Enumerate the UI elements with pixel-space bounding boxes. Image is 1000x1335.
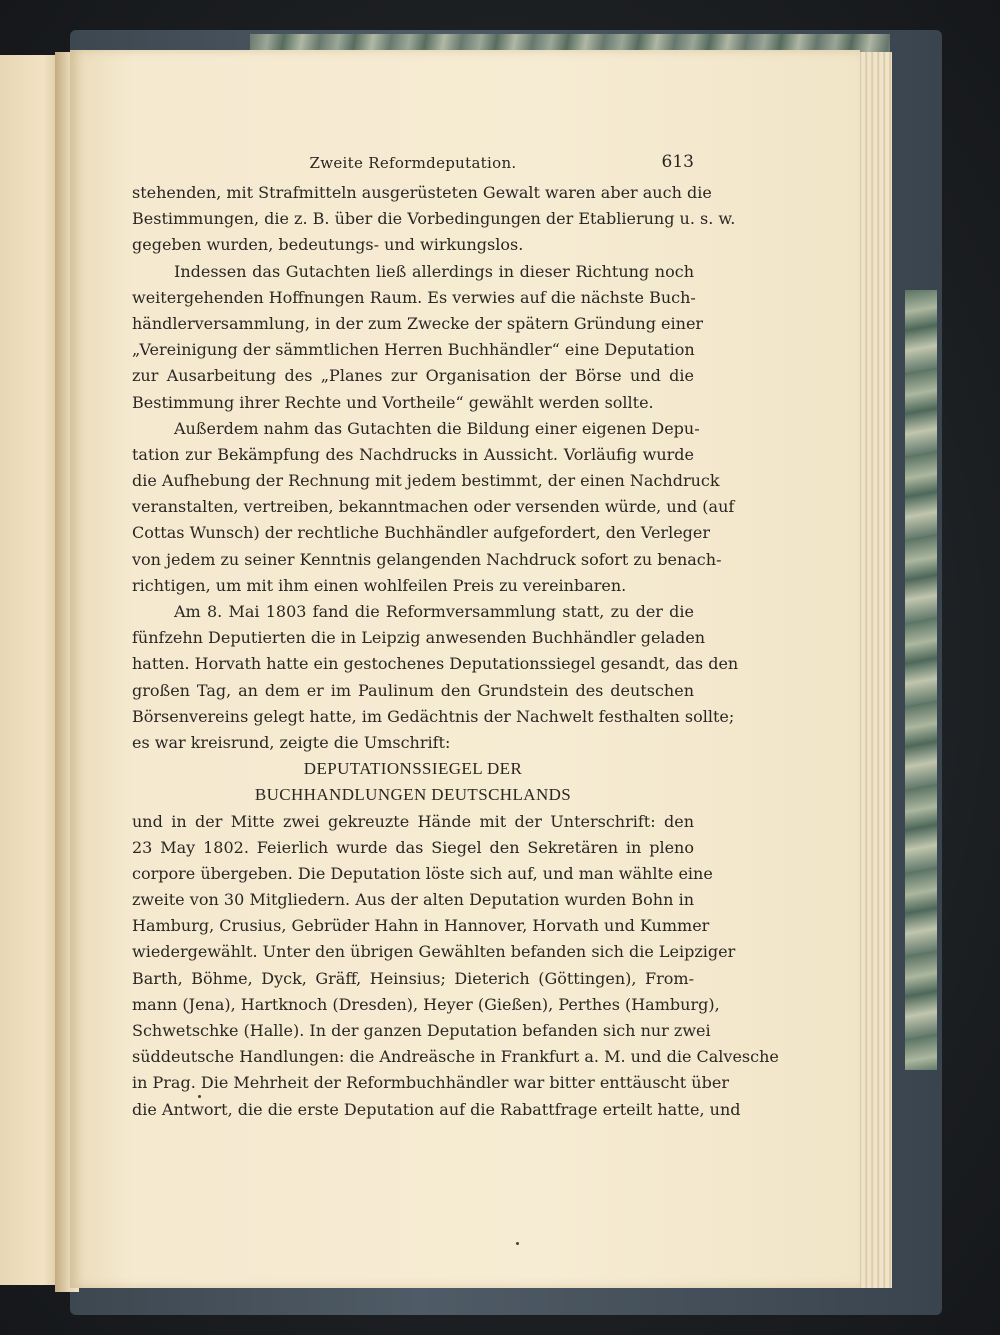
left-page-edge xyxy=(0,55,62,1285)
text-line: es war kreisrund, zeigte die Umschrift: xyxy=(132,732,451,752)
book-page xyxy=(70,50,860,1288)
text-line: hatten. Horvath hatte ein gestochenes Deputationssiegel gesandt, das den xyxy=(132,654,739,674)
text-line: zweite von 30 Mitgliedern. Aus der alten Deputation wurden Bohn in xyxy=(132,890,694,910)
text-line: Cottas Wunsch) der rechtliche Buchhändler aufgefordert, den Verleger xyxy=(132,523,711,543)
ink-speck xyxy=(198,1095,201,1098)
text-line: wiedergewählt. Unter den übrigen Gewählten befanden sich die Leipziger xyxy=(132,942,736,962)
text-line: 23 May 1802. Feierlich wurde das Siegel den Sekretären in pleno xyxy=(132,837,694,857)
text-line: Indessen das Gutachten ließ allerdings in dieser Richtung noch xyxy=(174,261,694,281)
text-line: „Vereinigung der sämmtlichen Herren Buchhändler“ eine Deputation xyxy=(132,340,695,360)
text-line: mann (Jena), Hartknoch (Dresden), Heyer (Gießen), Perthes (Hamburg), xyxy=(132,994,720,1014)
text-line: Schwetschke (Halle). In der ganzen Deputation befanden sich nur zwei xyxy=(132,1021,711,1040)
text-line: die Aufhebung der Rechnung mit jedem bestimmt, der einen Nachdruck xyxy=(132,471,720,491)
text-line: richtigen, um mit ihm einen wohlfeilen Preis zu vereinbaren. xyxy=(132,575,627,595)
page-number: 613 xyxy=(661,152,694,172)
text-line: zur Ausarbeitung des „Planes zur Organisation der Börse und die xyxy=(132,366,694,386)
text-line: Bestimmung ihrer Rechte und Vortheile“ gewählt werden sollte. xyxy=(132,392,654,412)
text-line: von jedem zu seiner Kenntnis gelangenden Nachdruck sofort zu benach- xyxy=(132,549,722,569)
text-line: gegeben wurden, bedeutungs- und wirkungslos. xyxy=(132,235,524,255)
body-text xyxy=(132,180,779,1123)
text-line: händlerversammlung, in der zum Zwecke der spätern Gründung einer xyxy=(132,313,704,333)
text-line: fünfzehn Deputierten die in Leipzig anwesenden Buchhändler geladen xyxy=(132,628,706,648)
text-line: stehenden, mit Strafmitteln ausgerüsteten Gewalt waren aber auch die xyxy=(132,183,712,202)
text-line: tation zur Bekämpfung des Nachdrucks in Aussicht. Vorläufig wurde xyxy=(132,444,694,464)
seal-inscription-line: DEPUTATIONSSIEGEL DER xyxy=(303,759,523,779)
text-line: Börsenvereins gelegt hatte, im Gedächtnis der Nachwelt festhalten sollte; xyxy=(132,706,735,726)
ink-speck xyxy=(516,1242,519,1245)
text-line: Barth, Böhme, Dyck, Gräff, Heinsius; Dieterich (Göttingen), From- xyxy=(132,968,694,988)
text-line: veranstalten, vertreiben, bekanntmachen oder versenden würde, und (auf xyxy=(132,497,735,517)
marbled-edge-right xyxy=(905,290,937,1070)
text-line: großen Tag, an dem er im Paulinum den Grundstein des deutschen xyxy=(132,680,694,700)
text-line: die Antwort, die die erste Deputation auf die Rabattfrage erteilt hatte, und xyxy=(132,1099,741,1119)
text-line: corpore übergeben. Die Deputation löste sich auf, und man wählte eine xyxy=(132,863,713,883)
text-line: in Prag. Die Mehrheit der Reformbuchhändler war bitter enttäuscht über xyxy=(132,1073,729,1093)
text-line: Am 8. Mai 1803 fand die Reformversammlung statt, zu der die xyxy=(174,602,694,621)
text-line: Außerdem nahm das Gutachten die Bildung einer eigenen Depu- xyxy=(174,418,700,438)
text-line: und in der Mitte zwei gekreuzte Hände mit der Unterschrift: den xyxy=(132,811,694,831)
seal-inscription-line: BUCHHANDLUNGEN DEUTSCHLANDS xyxy=(254,785,572,805)
running-head xyxy=(132,150,694,180)
text-line: Bestimmungen, die z. B. über die Vorbedingungen der Etablierung u. s. w. xyxy=(132,209,736,229)
text-line: süddeutsche Handlungen: die Andreäsche in Frankfurt a. M. und die Calvesche xyxy=(132,1047,779,1067)
text-line: Hamburg, Crusius, Gebrüder Hahn in Hannover, Horvath und Kummer xyxy=(132,916,710,936)
text-line: weitergehenden Hoffnungen Raum. Es verwies auf die nächste Buch- xyxy=(132,287,696,307)
running-head-title: Zweite Reformdeputation. xyxy=(309,154,517,172)
text-block xyxy=(132,150,779,1123)
